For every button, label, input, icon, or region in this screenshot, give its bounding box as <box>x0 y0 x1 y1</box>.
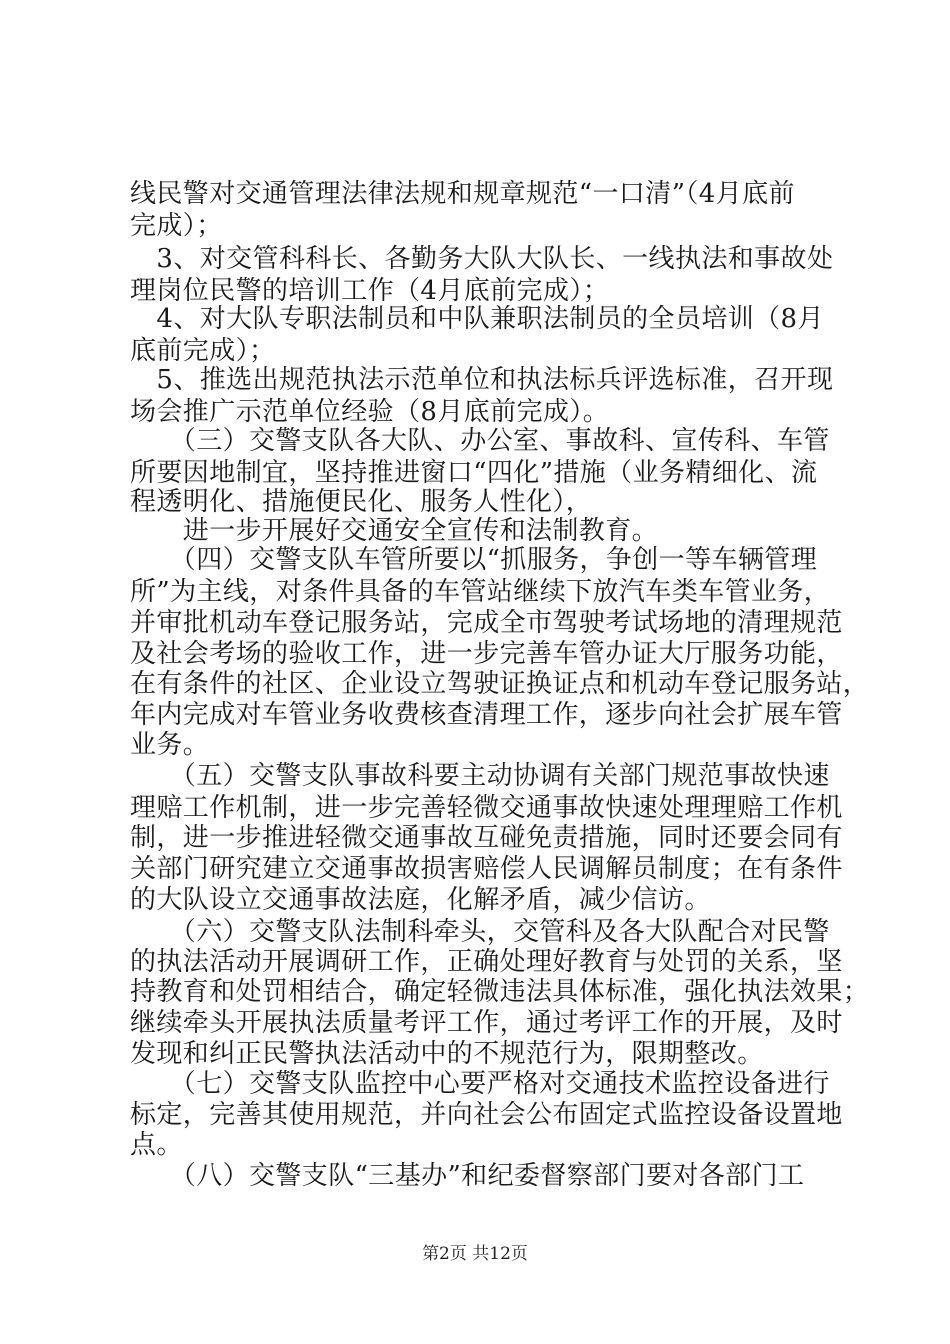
text-line: 点。 <box>130 1130 183 1160</box>
text-line: 理岗位民警的培训工作（4月底前完成）； <box>130 276 610 306</box>
text-line: 业务。 <box>130 730 210 760</box>
text-line: 程透明化、措施便民化、服务人性化）， <box>130 487 593 517</box>
text-line: 持教育和处罚相结合，确定轻微违法具体标准，强化执法效果； <box>130 977 870 1007</box>
text-line: 并审批机动车登记服务站，完成全市驾驶考试场地的清理规范 <box>130 608 843 638</box>
text-line: （三）交警支队各大队、办公室、事故科、宣传科、车管 <box>130 426 830 456</box>
text-line: （五）交警支队事故科要主动协调有关部门规范事故快速 <box>130 761 830 791</box>
text-line: 标定，完善其使用规范，并向社会公布固定式监控设备设置地 <box>130 1100 843 1130</box>
text-line: 5、推选出规范执法示范单位和执法标兵评选标准，召开现 <box>130 365 834 395</box>
text-line: 所”为主线，对条件具备的车管站继续下放汽车类车管业务， <box>130 577 831 607</box>
text-line: 完成）； <box>130 211 223 241</box>
text-line: （七）交警支队监控中心要严格对交通技术监控设备进行 <box>130 1069 830 1099</box>
text-line: 场会推广示范单位经验（8月底前完成）。 <box>130 397 610 427</box>
page-number-footer: 第2页 共12页 <box>422 1244 528 1264</box>
text-line: 4、对大队专职法制员和中队兼职法制员的全员培训（8月 <box>130 304 824 334</box>
text-line: 在有条件的社区、企业设立驾驶证换证点和机动车登记服务站， <box>130 669 870 699</box>
text-line: 线民警对交通管理法律法规和规章规范“一口清”（4月底前 <box>130 179 795 209</box>
text-line: 所要因地制宜，坚持推进窗口“四化”措施（业务精细化、流 <box>130 458 818 488</box>
text-line: 及社会考场的验收工作，进一步完善车管办证大厅服务功能， <box>130 639 843 669</box>
text-line: 制，进一步推进轻微交通事故互碰免责措施，同时还要会同有 <box>130 823 843 853</box>
text-line: 底前完成）； <box>130 336 276 366</box>
text-line: （四）交警支队车管所要以“抓服务，争创一等车辆管理 <box>130 545 818 575</box>
text-line: 关部门研究建立交通事故损害赔偿人民调解员制度；在有条件 <box>130 854 843 884</box>
text-line: 进一步开展好交通安全宣传和法制教育。 <box>130 516 659 546</box>
text-line: 理赔工作机制，进一步完善轻微交通事故快速处理理赔工作机 <box>130 793 843 823</box>
text-line: 的执法活动开展调研工作，正确处理好教育与处罚的关系，坚 <box>130 947 843 977</box>
text-line: 的大队设立交通事故法庭，化解矛盾，减少信访。 <box>130 885 711 915</box>
text-line: 继续牵头开展执法质量考评工作，通过考评工作的开展，及时 <box>130 1008 843 1038</box>
text-line: 发现和纠正民警执法活动中的不规范行为，限期整改。 <box>130 1039 764 1069</box>
text-line: （八）交警支队“三基办”和纪委督察部门要对各部门工 <box>130 1161 805 1191</box>
text-line: 年内完成对车管业务收费核查清理工作，逐步向社会扩展车管 <box>130 700 843 730</box>
text-line: 3、对交管科科长、各勤务大队大队长、一线执法和事故处 <box>130 244 834 274</box>
text-line: （六）交警支队法制科牵头，交管科及各大队配合对民警 <box>130 917 830 947</box>
